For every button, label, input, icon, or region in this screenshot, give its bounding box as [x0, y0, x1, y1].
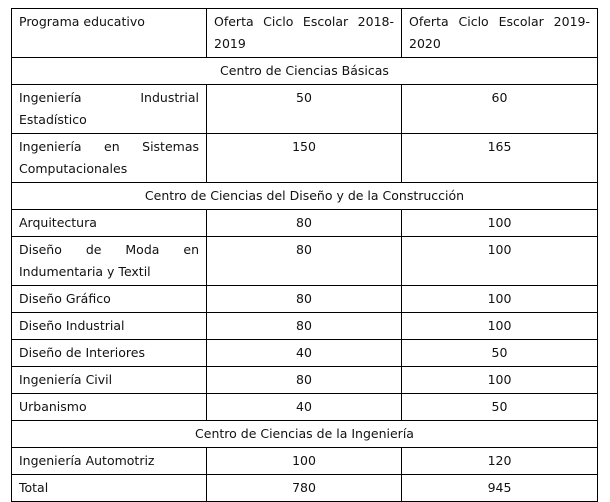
offer-2018-cell: 80: [207, 286, 402, 313]
offer-2019-cell: 60: [402, 85, 598, 134]
program-cell: Diseño de Interiores: [12, 340, 207, 367]
total-row: [12, 475, 598, 502]
table-row: [12, 85, 598, 134]
offer-2018-cell: 80: [207, 367, 402, 394]
offer-2018-cell: 80: [207, 210, 402, 237]
section-title-diseno: Centro de Ciencias del Diseño y de la Construcción: [12, 183, 598, 210]
section-row: [12, 421, 598, 448]
program-cell: Arquitectura: [12, 210, 207, 237]
offer-2018-cell: 40: [207, 394, 402, 421]
section-row: [12, 58, 598, 85]
total-label: Total: [12, 475, 207, 502]
table-row: [12, 134, 598, 183]
offer-2018-cell: 80: [207, 313, 402, 340]
table-row: [12, 367, 598, 394]
section-title-basicas: Centro de Ciencias Básicas: [12, 58, 598, 85]
section-title-ingenieria: Centro de Ciencias de la Ingeniería: [12, 421, 598, 448]
table-row: [12, 340, 598, 367]
table-row: [12, 394, 598, 421]
offer-2019-cell: 50: [402, 340, 598, 367]
total-offer-2018: 780: [207, 475, 402, 502]
offer-2018-cell: 150: [207, 134, 402, 183]
table-row: [12, 448, 598, 475]
program-cell: Diseño de Moda en Indumentaria y Textil: [12, 237, 207, 286]
program-cell: Diseño Gráfico: [12, 286, 207, 313]
offer-table: [11, 8, 598, 502]
table-row: [12, 210, 598, 237]
program-cell: Ingeniería Automotriz: [12, 448, 207, 475]
program-cell: Diseño Industrial: [12, 313, 207, 340]
offer-2019-cell: 100: [402, 210, 598, 237]
section-row: [12, 183, 598, 210]
offer-2019-cell: 100: [402, 237, 598, 286]
offer-2018-cell: 50: [207, 85, 402, 134]
offer-2019-cell: 100: [402, 286, 598, 313]
offer-2018-cell: 100: [207, 448, 402, 475]
offer-2019-cell: 100: [402, 367, 598, 394]
offer-2019-cell: 120: [402, 448, 598, 475]
table-row: [12, 313, 598, 340]
offer-2018-cell: 40: [207, 340, 402, 367]
total-offer-2019: 945: [402, 475, 598, 502]
program-cell: Ingeniería Civil: [12, 367, 207, 394]
header-row: [12, 9, 598, 58]
offer-2019-cell: 50: [402, 394, 598, 421]
header-offer-2018: Oferta Ciclo Escolar 2018-2019: [207, 9, 402, 58]
program-cell: Ingeniería en Sistemas Computacionales: [12, 134, 207, 183]
offer-2019-cell: 165: [402, 134, 598, 183]
table-row: [12, 286, 598, 313]
header-offer-2019: Oferta Ciclo Escolar 2019-2020: [402, 9, 598, 58]
program-cell: Urbanismo: [12, 394, 207, 421]
offer-2019-cell: 100: [402, 313, 598, 340]
table-row: [12, 237, 598, 286]
header-program: Programa educativo: [12, 9, 207, 58]
offer-2018-cell: 80: [207, 237, 402, 286]
program-cell: Ingeniería Industrial Estadístico: [12, 85, 207, 134]
